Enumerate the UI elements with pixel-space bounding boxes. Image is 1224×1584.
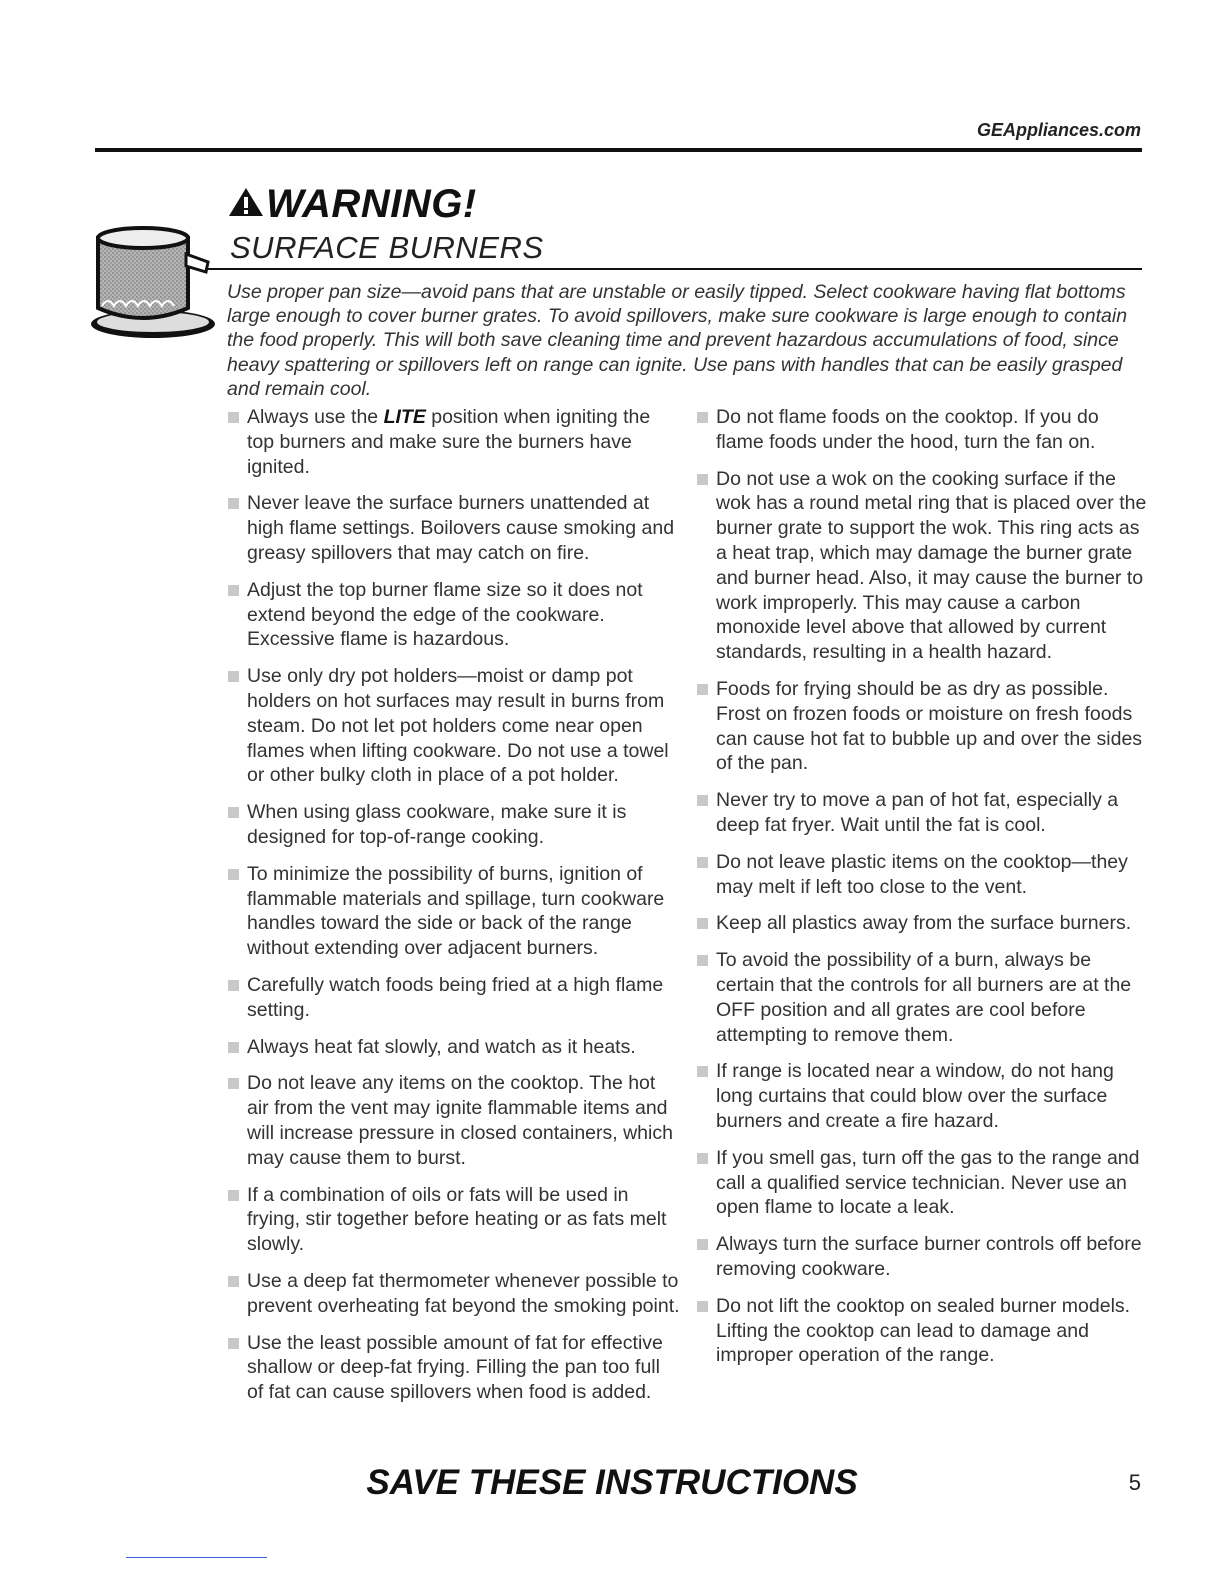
bullet-icon: [697, 918, 708, 929]
warning-triangle-icon: [228, 187, 264, 217]
warning-title: WARNING!: [266, 182, 477, 226]
intro-paragraph: Use proper pan size—avoid pans that are unstable or easily tipped. Select cookware having flat bottoms large enough to cover burner grates. To avoid spillovers, make sure cookware is large enough to contain the food properly. This will both save cleaning time and prevent hazardous accumulations of food, since heavy spattering or spillovers left on range can ignite. Use pans with handles that can be easily grasped and remain cool.: [227, 281, 1128, 400]
bullet-icon: [228, 1190, 239, 1201]
bullet-icon: [697, 955, 708, 966]
list-item: Always use the LITE position when igniting the top burners and make sure the burners have ignited.: [226, 405, 681, 479]
bullet-icon: [697, 1301, 708, 1312]
bullet-icon: [697, 1239, 708, 1250]
bullet-icon: [228, 412, 239, 423]
bullet-icon: [697, 1153, 708, 1164]
bullet-icon: [697, 857, 708, 868]
list-item: When using glass cookware, make sure it is designed for top-of-range cooking.: [226, 800, 681, 850]
list-item: If a combination of oils or fats will be used in frying, stir together before heating or as fats melt slowly.: [226, 1183, 681, 1257]
list-item: To avoid the possibility of a burn, always be certain that the controls for all burners are at the OFF position and all grates are cool before attempting to remove them.: [695, 948, 1150, 1047]
page-number: 5: [1128, 1470, 1141, 1495]
bullet-icon: [697, 795, 708, 806]
bullet-icon: [228, 869, 239, 880]
bullet-icon: [228, 807, 239, 818]
section-rule: [205, 268, 1142, 270]
list-item: Adjust the top burner flame size so it does not extend beyond the edge of the cookware. Excessive flame is hazardous.: [226, 578, 681, 652]
bullet-icon: [228, 1078, 239, 1089]
list-item: Do not lift the cooktop on sealed burner models. Lifting the cooktop can lead to damage and improper operation of the range.: [695, 1294, 1150, 1368]
list-item: Use a deep fat thermometer whenever possible to prevent overheating fat beyond the smoking point.: [226, 1269, 681, 1319]
list-item: Foods for frying should be as dry as possible. Frost on frozen foods or moisture on fresh foods can cause hot fat to bubble up and over the sides of the pan.: [695, 677, 1150, 776]
section-title: SURFACE BURNERS: [230, 230, 544, 265]
left-column: [226, 405, 681, 1417]
list-item: Keep all plastics away from the surface burners.: [695, 911, 1150, 936]
footer-link-line: [126, 1557, 267, 1558]
pot-icon: [88, 224, 218, 344]
bullet-icon: [697, 684, 708, 695]
right-column: [695, 405, 1150, 1380]
list-item: Do not leave any items on the cooktop. The hot air from the vent may ignite flammable items and will increase pressure in closed containers, which may cause them to burst.: [226, 1071, 681, 1170]
bullet-icon: [228, 585, 239, 596]
lite-label: LITE: [383, 406, 426, 428]
list-item: Carefully watch foods being fried at a high flame setting.: [226, 973, 681, 1023]
bullet-icon: [228, 1042, 239, 1053]
list-item: Never leave the surface burners unattended at high flame settings. Boilovers cause smoking and greasy spillovers that may catch on fire.: [226, 491, 681, 565]
list-item: Do not flame foods on the cooktop. If you do flame foods under the hood, turn the fan on.: [695, 405, 1150, 455]
bullet-icon: [228, 671, 239, 682]
list-item: To minimize the possibility of burns, ignition of flammable materials and spillage, turn cookware handles toward the side or back of the range without extending over adjacent burners.: [226, 862, 681, 961]
header-rule: [95, 148, 1142, 152]
list-item: Use only dry pot holders—moist or damp pot holders on hot surfaces may result in burns from steam. Do not let pot holders come near open flames when lifting cookware. Do not use a towel or other bulky cloth in place of a pot holder.: [226, 664, 681, 788]
list-item: Do not leave plastic items on the cooktop—they may melt if left too close to the vent.: [695, 850, 1150, 900]
bullet-icon: [697, 412, 708, 423]
bullet-icon: [697, 1066, 708, 1077]
bullet-icon: [228, 1276, 239, 1287]
list-item: Never try to move a pan of hot fat, especially a deep fat fryer. Wait until the fat is cool.: [695, 788, 1150, 838]
bullet-icon: [228, 1338, 239, 1349]
list-item: Do not use a wok on the cooking surface if the wok has a round metal ring that is placed over the burner grate to support the wok. This ring acts as a heat trap, which may damage the burner grate and burner head. Also, it may cause the burner to work improperly. This may cause a carbon monoxide level above that allowed by current standards, resulting in a health hazard.: [695, 467, 1150, 665]
list-item: Always heat fat slowly, and watch as it heats.: [226, 1035, 681, 1060]
bullet-icon: [697, 474, 708, 485]
bullet-icon: [228, 980, 239, 991]
list-item: If range is located near a window, do not hang long curtains that could blow over the surface burners and create a fire hazard.: [695, 1059, 1150, 1133]
list-item: Use the least possible amount of fat for effective shallow or deep-fat frying. Filling the pan too full of fat can cause spillovers when food is added.: [226, 1331, 681, 1405]
footer-title: SAVE THESE INSTRUCTIONS: [366, 1463, 858, 1502]
bullet-icon: [228, 498, 239, 509]
list-item: Always turn the surface burner controls off before removing cookware.: [695, 1232, 1150, 1282]
list-item: If you smell gas, turn off the gas to the range and call a qualified service technician. Never use an open flame to locate a leak.: [695, 1146, 1150, 1220]
site-url: GEAppliances.com: [976, 120, 1141, 140]
warning-heading: [228, 182, 477, 227]
